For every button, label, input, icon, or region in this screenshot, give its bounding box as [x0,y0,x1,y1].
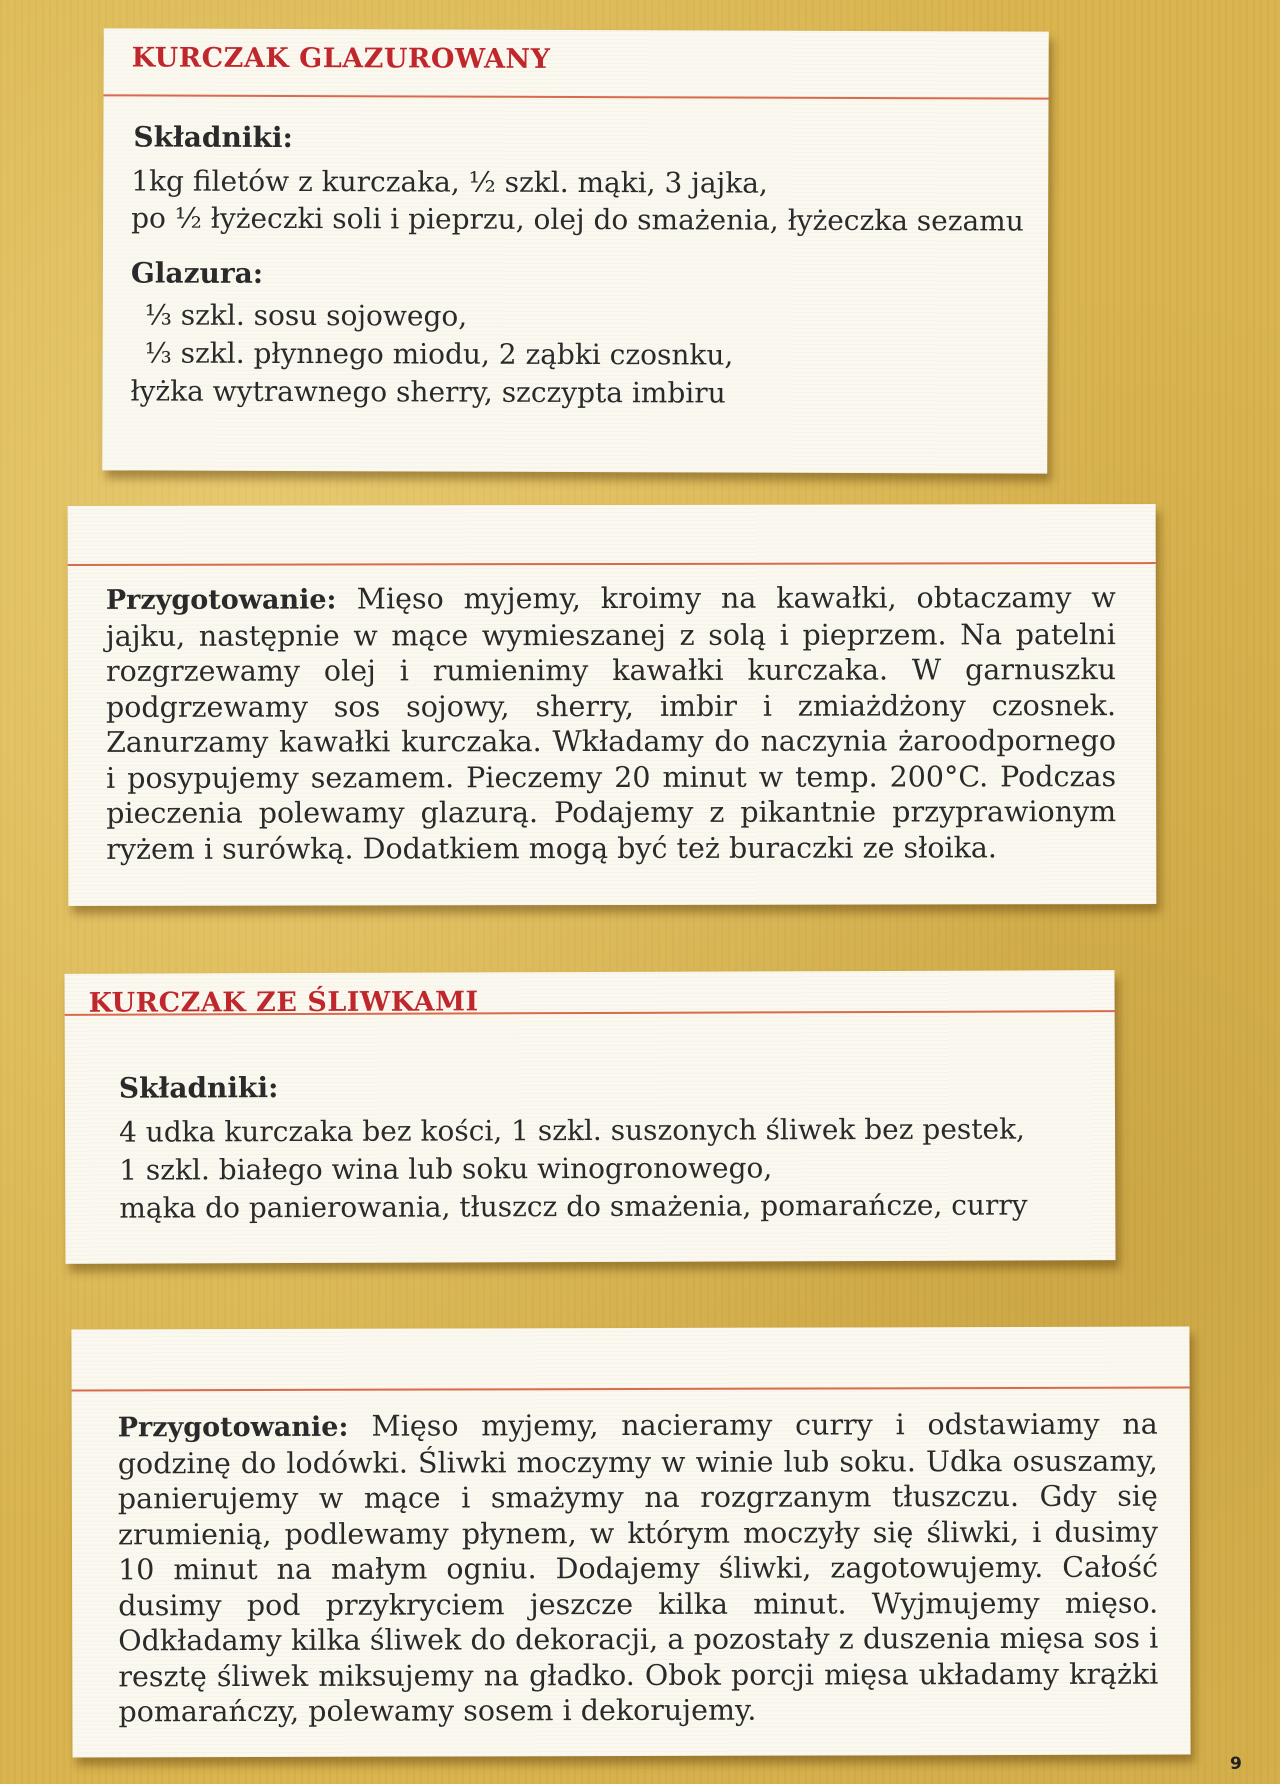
recipe1-ingredients-label: Składniki: [133,120,293,155]
recipe2-title: KURCZAK ZE ŚLIWKAMI [88,986,479,1019]
recipe1-glaze-label: Glazura: [130,256,264,290]
recipe1-ingredients-card [102,28,1049,473]
recipe1-prep-text: Mięso myjemy, kroimy na kawałki, obtaczamy w jajku, następnie w mące wymieszanej z solą i pieprzem. Na patelni rozgrzewamy olej i rumienimy kawałki kurczaka. W garnuszku podgrzewamy sos sojowy, sherry, imbir i zmiażdżony czosnek. Zanurzamy kawałki kurczaka. Wkładamy do naczynia żaroodpornego i posypujemy sezamem. Pieczemy 20 minut w temp. 200°C. Podczas pieczenia polewamy glazurą. Podajemy z pikantnie przyprawionym ryżem i surówką. Dodatkiem mogą być też buraczki ze słoika. [105,581,1117,866]
recipe1-title: KURCZAK GLAZUROWANY [131,42,551,75]
recipe2-prep-text: Mięso myjemy, nacieramy curry i odstawiamy na godzinę do lodówki. Śliwki moczymy w winie lub soku. Udka osuszamy, panierujemy w mące i smażymy na rozgrzanym tłuszczu. Gdy się zrumienią, podlewamy płynem, w którym moczyły się śliwki, i dusimy 10 minut na małym ogniu. Dodajemy śliwki, zagotowujemy. Całość dusimy pod przykryciem jeszcze kilka minut. Wyjmujemy mięso. Odkładamy kilka śliwek do dekoracji, a pozostały z duszenia mięsa sos i resztę śliwek miksujemy na gładko. Obok porcji mięsa układamy krążki pomarańczy, polewamy sosem i dekorujemy. [117,1407,1159,1729]
recipe1-preparation-card [68,504,1157,906]
recipe2-preparation [118,1407,1159,1730]
recipe2-ingredients-line-3: mąka do panierowania, tłuszcz do smażenia, pomarańcze, curry [119,1188,1028,1225]
page-number: 9 [1230,1754,1242,1774]
recipe1-glaze [130,296,733,412]
recipe1-ingredients-line-1: 1kg filetów z kurczaka, ½ szkl. mąki, 3 jajka, [131,164,768,200]
recipe2-prep-rule [72,1387,1190,1392]
recipe1-title-rule [104,94,1049,99]
recipe1-glaze-line-3: łyżka wytrawnego sherry, szczypta imbiru [130,374,726,410]
recipe1-prep-rule [68,562,1156,566]
recipe2-ingredients-line-2: 1 szkl. białego wina lub soku winogronowego, [119,1151,773,1187]
recipe2-ingredients-card [64,970,1115,1264]
recipe1-glaze-line-1: ⅓ szkl. sosu sojowego, [144,298,468,333]
recipe1-preparation [106,580,1116,867]
recipe1-glaze-line-2: ⅓ szkl. płynnego miodu, 2 ząbki czosnku, [144,336,734,372]
recipe2-ingredients-line-1: 4 udka kurczaka bez kości, 1 szkl. suszonych śliwek bez pestek, [118,1112,1025,1149]
recipe2-preparation-card [71,1327,1190,1758]
recipe2-prep-label: Przygotowanie: [117,1411,372,1444]
recipe2-ingredients [119,1110,1028,1227]
recipe1-ingredients [131,162,1024,239]
recipe1-ingredients-line-2: po ½ łyżeczki soli i pieprzu, olej do smażenia, łyżeczka sezamu [131,201,1024,238]
recipe2-ingredients-label: Składniki: [118,1071,279,1105]
recipe1-prep-label: Przygotowanie: [105,584,357,616]
